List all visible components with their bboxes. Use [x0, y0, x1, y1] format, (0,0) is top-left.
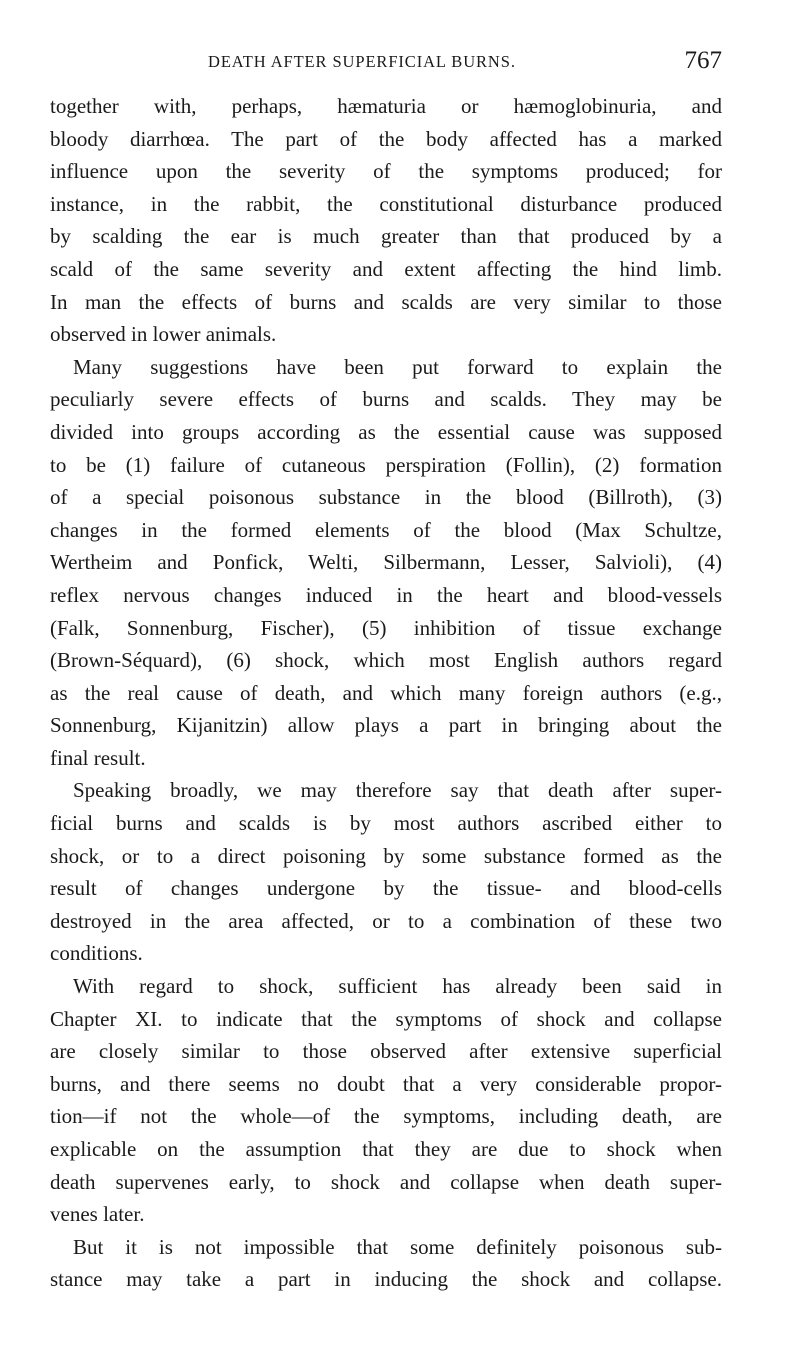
book-page	[50, 0, 722, 1296]
text-line: Chapter XI. to indicate that the symptoms of shock and collapse	[50, 1006, 722, 1031]
text-line: venes later.	[50, 1202, 145, 1227]
text-line: divided into groups according as the essential cause was supposed	[50, 419, 722, 444]
text-line: peculiarly severe effects of burns and scalds. They may be	[50, 387, 722, 412]
text-line: stance may take a part in inducing the shock and collapse.	[50, 1267, 722, 1292]
text-line: (Falk, Sonnenburg, Fischer), (5) inhibition of tissue exchange	[50, 615, 722, 640]
text-line: final result.	[50, 745, 146, 770]
text-line: result of changes undergone by the tissue- and blood-cells	[50, 876, 722, 901]
text-line: Wertheim and Ponfick, Welti, Silbermann, Lesser, Salvioli), (4)	[50, 550, 722, 575]
text-line: are closely similar to those observed after extensive superficial	[50, 1039, 722, 1064]
text-line: In man the effects of burns and scalds are very similar to those	[50, 289, 722, 314]
text-line: Many suggestions have been put forward to explain the	[73, 354, 722, 379]
running-head	[50, 47, 722, 82]
body-text	[50, 90, 722, 1296]
text-line: instance, in the rabbit, the constitutional disturbance produced	[50, 191, 722, 216]
text-line: as the real cause of death, and which many foreign authors (e.g.,	[50, 680, 722, 705]
text-line: But it is not impossible that some definitely poisonous sub-	[73, 1234, 722, 1259]
text-line: conditions.	[50, 941, 143, 966]
text-line: shock, or to a direct poisoning by some substance formed as the	[50, 843, 722, 868]
text-line: explicable on the assumption that they are due to shock when	[50, 1137, 722, 1161]
text-line: Speaking broadly, we may therefore say that death after super-	[73, 778, 722, 803]
text-line: together with, perhaps, hæmaturia or hæmoglobinuria, and	[50, 94, 722, 118]
text-line: Sonnenburg, Kijanitzin) allow plays a part in bringing about the	[50, 713, 722, 738]
text-line: bloody diarrhœa. The part of the body affected has a marked	[50, 126, 722, 151]
text-line: destroyed in the area affected, or to a combination of these two	[50, 908, 722, 933]
text-line: influence upon the severity of the symptoms produced; for	[50, 159, 722, 184]
running-title: DEATH AFTER SUPERFICIAL BURNS.	[208, 52, 516, 71]
text-line: reflex nervous changes induced in the heart and blood-vessels	[50, 582, 722, 607]
text-line: to be (1) failure of cutaneous perspiration (Follin), (2) formation	[50, 452, 722, 477]
text-line: (Brown-Séquard), (6) shock, which most English authors regard	[50, 648, 722, 673]
text-line: ficial burns and scalds is by most authors ascribed either to	[50, 811, 722, 836]
text-line: tion—if not the whole—of the symptoms, including death, are	[50, 1104, 722, 1129]
text-line: of a special poisonous substance in the blood (Billroth), (3)	[50, 485, 722, 510]
text-line: by scalding the ear is much greater than that produced by a	[50, 224, 722, 249]
text-line: scald of the same severity and extent affecting the hind limb.	[50, 256, 722, 281]
text-line: changes in the formed elements of the blood (Max Schultze,	[50, 517, 722, 542]
page-number: 767	[684, 47, 722, 74]
text-line: death supervenes early, to shock and collapse when death super-	[50, 1169, 722, 1194]
text-line: With regard to shock, sufficient has already been said in	[73, 974, 722, 999]
text-line: burns, and there seems no doubt that a very considerable propor-	[50, 1071, 722, 1096]
text-line: observed in lower animals.	[50, 322, 277, 347]
